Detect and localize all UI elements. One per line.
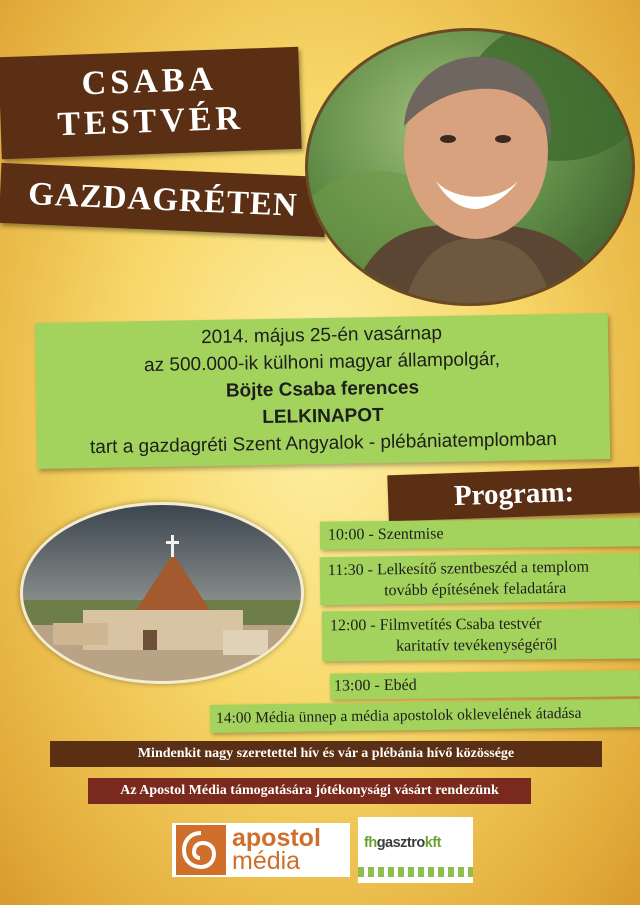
event-location: tart a gazdagréti Szent Angyalok - plébániatemplomban — [89, 428, 557, 459]
schedule-item-mass — [320, 518, 640, 549]
title-line-1: CSABA — [81, 60, 218, 103]
event-description: az 500.000-ik külhoni magyar állampolgár, — [143, 348, 501, 377]
speaker-name: Böjte Csaba ferences — [225, 377, 420, 402]
fh-logo-part: fh — [364, 835, 377, 851]
event-date: 2014. május 25-én vasárnap — [200, 322, 443, 349]
program-heading: Program: — [387, 467, 640, 522]
portrait-illustration — [308, 31, 635, 306]
logo-stripes — [358, 867, 473, 877]
event-info-box — [35, 313, 610, 469]
apostol-logo-word: apostol — [232, 824, 321, 852]
subtitle-banner: GAZDAGRÉTEN — [0, 163, 327, 237]
schedule-text-cont: karitatív tevékenységéről — [396, 636, 558, 655]
charity-fair-banner: Az Apostol Média támogatására jótékonysági vásárt rendezünk — [88, 778, 531, 804]
schedule-item-film — [322, 609, 640, 662]
kft-logo-part: kft — [424, 835, 441, 851]
apostol-media-logo — [172, 823, 350, 877]
schedule-text: 10:00 - Szentmise — [327, 525, 444, 544]
schedule-item-sermon — [320, 553, 640, 605]
fh-gasztro-logo — [358, 817, 473, 883]
gasztro-logo-part: gasztro — [376, 835, 425, 851]
event-type: LELKINAPOT — [262, 404, 384, 429]
title-banner — [0, 47, 302, 159]
church-photo — [20, 502, 304, 684]
schedule-item-lunch — [330, 670, 640, 699]
church-illustration — [23, 505, 304, 684]
friar-portrait-image — [305, 28, 635, 306]
schedule-text: 12:00 - Filmvetítés Csaba testvér — [329, 615, 542, 635]
schedule-text-cont: tovább építésének feladatára — [384, 579, 567, 600]
apostol-spiral-icon — [176, 825, 226, 875]
invitation-banner: Mindenkit nagy szeretettel hív és vár a plébánia hívő közössége — [50, 741, 602, 767]
media-logo-word: média — [232, 847, 301, 875]
title-line-2: TESTVÉR — [56, 99, 245, 144]
schedule-text: 11:30 - Lelkesítő szentbeszéd a templom — [327, 558, 590, 580]
schedule-text: 13:00 - Ebéd — [333, 676, 417, 695]
schedule-item-media-celebration — [210, 699, 640, 733]
schedule-text: 14:00 Média ünnep a média apostolok oklevelének átadása — [215, 704, 582, 727]
